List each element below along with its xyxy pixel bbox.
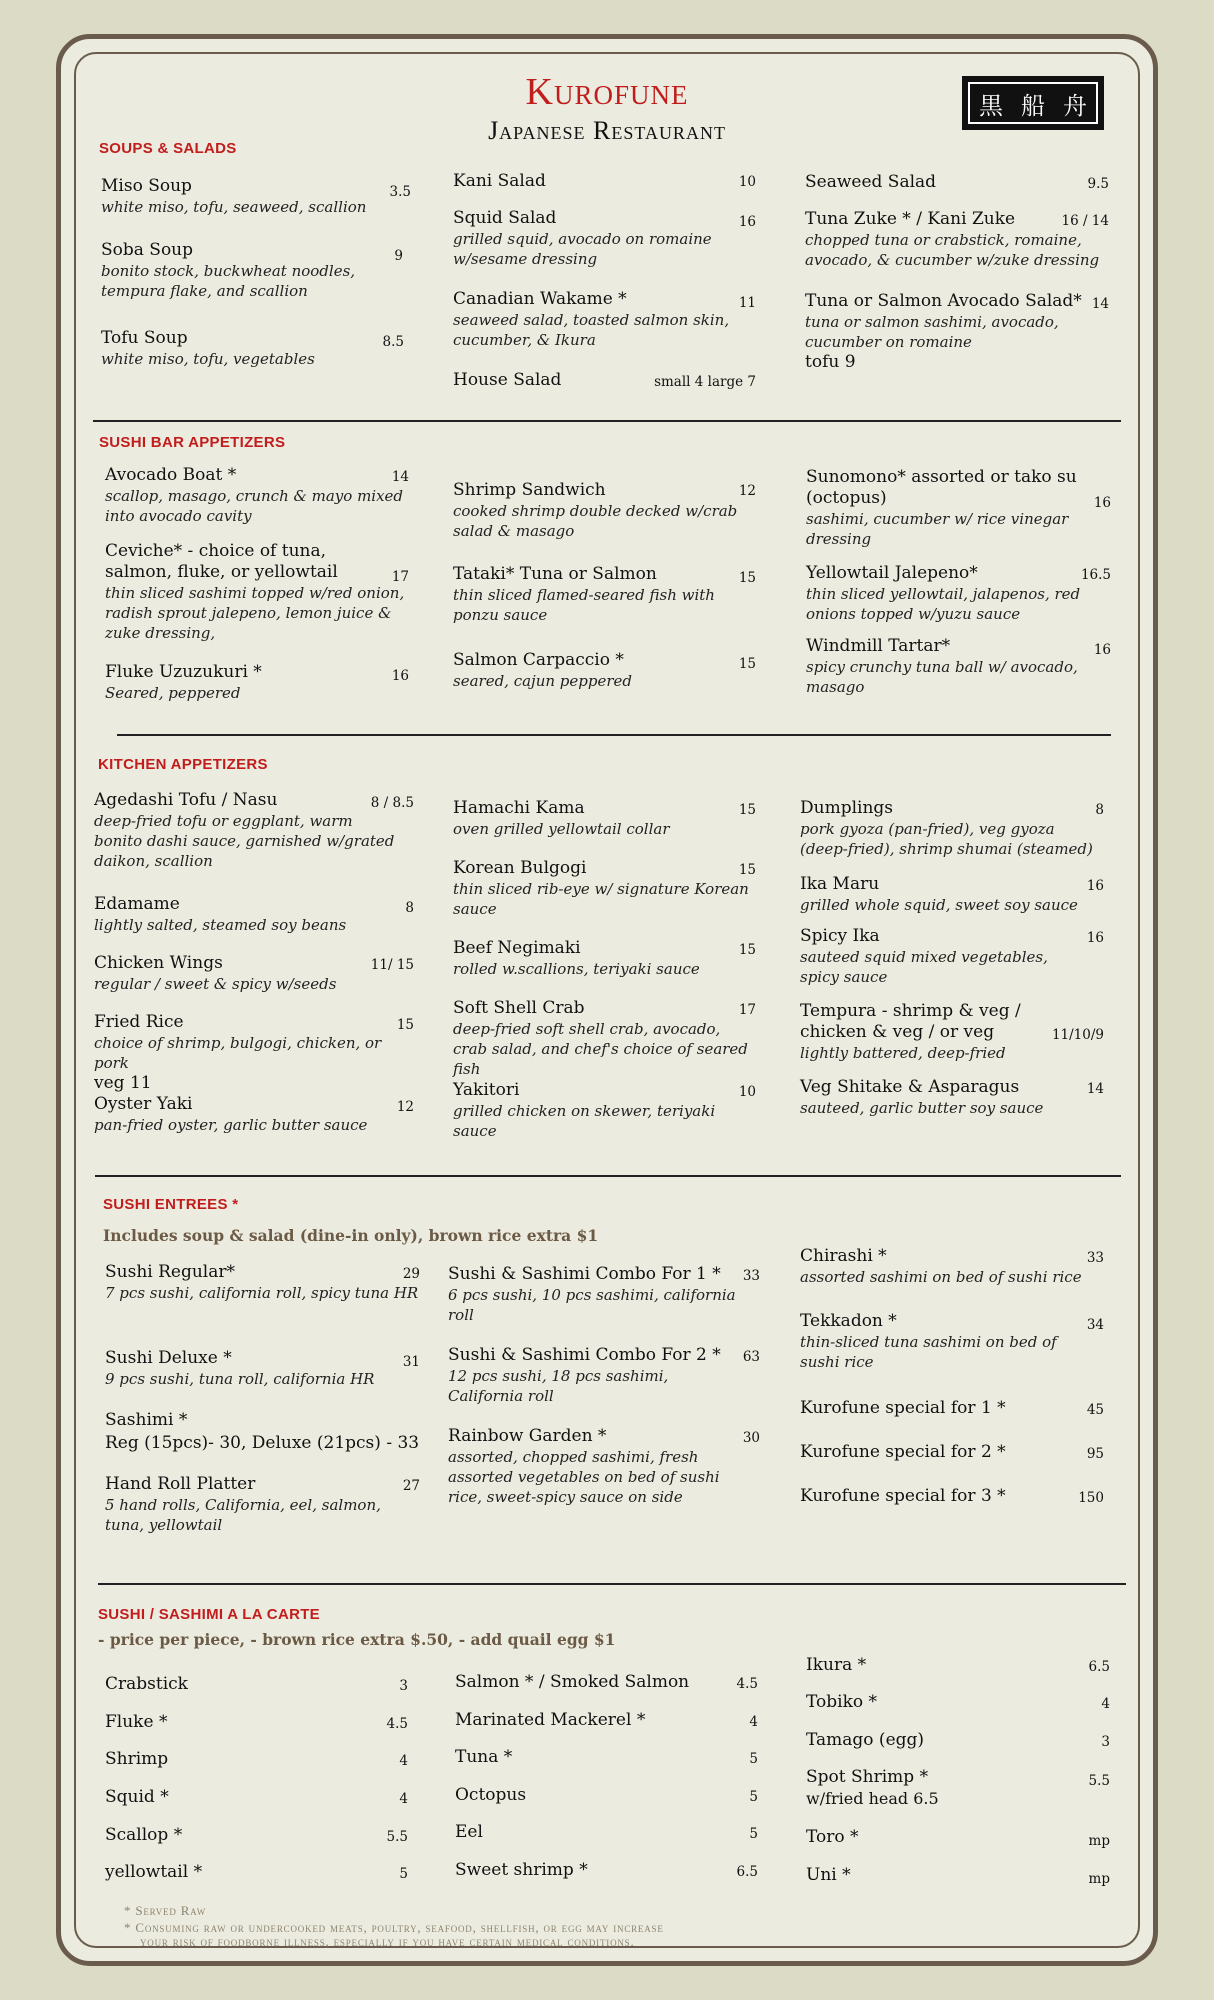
- item-price: 4.5: [736, 1676, 758, 1692]
- item-description: white miso, tofu, vegetables: [101, 350, 315, 368]
- item-description: grilled whole squid, sweet soy sauce: [800, 896, 1078, 914]
- item-description: white miso, tofu, seaweed, scallion: [101, 198, 367, 216]
- item-name: Shrimp: [105, 1749, 169, 1769]
- item-price: 4.5: [386, 1716, 408, 1732]
- section-divider: [98, 1583, 1126, 1585]
- menu-item: [453, 650, 756, 691]
- item-description: seared, cajun peppered: [453, 672, 632, 690]
- item-name: Sushi & Sashimi Combo For 2 *: [448, 1345, 721, 1365]
- section-heading-sushi-entrees: SUSHI ENTREES *: [103, 1196, 239, 1213]
- menu-item: [453, 289, 756, 350]
- item-description: pan-fried oyster, garlic butter sauce: [94, 1116, 368, 1134]
- item-description: 6 pcs sushi, 10 pcs sashimi, california roll: [448, 1286, 736, 1324]
- item-description: deep-fried soft shell crab, avocado, crab salad, and chef's choice of seared fish: [453, 1020, 748, 1078]
- menu-item: [806, 1655, 1110, 1676]
- logo-char: 黒: [979, 91, 1003, 120]
- item-extra: tofu 9: [805, 352, 856, 372]
- section-divider: [95, 1175, 1121, 1177]
- item-price: 15: [738, 656, 756, 672]
- section-divider: [93, 420, 1121, 422]
- restaurant-title: Kurofune: [525, 71, 689, 113]
- item-name: Canadian Wakame *: [453, 289, 627, 309]
- item-name: Dumplings: [800, 798, 894, 818]
- item-price: 12: [396, 1099, 414, 1115]
- menu-item: [94, 1094, 414, 1135]
- item-price: 29: [402, 1266, 420, 1282]
- item-price: 5: [749, 1751, 758, 1767]
- item-name: Sweet shrimp *: [455, 1860, 588, 1880]
- menu-item: [105, 541, 409, 643]
- item-price: 4: [399, 1791, 408, 1807]
- item-name: Oyster Yaki: [94, 1094, 193, 1114]
- item-name: Chicken Wings: [94, 953, 223, 973]
- item-description: choice of shrimp, bulgogi, chicken, or pork: [94, 1034, 382, 1072]
- item-price: 3: [399, 1678, 408, 1694]
- menu-item: [453, 171, 756, 192]
- item-name: Eel: [455, 1822, 483, 1842]
- item-name: House Salad: [453, 370, 562, 390]
- section-subtitle-a-la-carte: - price per piece, - brown rice extra $.50, - add quail egg $1: [98, 1630, 616, 1649]
- item-name: Tataki* Tuna or Salmon: [453, 564, 657, 584]
- menu-item: [105, 1825, 408, 1846]
- item-description: sashimi, cucumber w/ rice vinegar dressing: [806, 510, 1069, 548]
- menu-item: [94, 790, 414, 871]
- menu-item: [448, 1264, 760, 1325]
- logo-char: 船: [1021, 91, 1045, 120]
- menu-item: [453, 998, 756, 1079]
- item-name: Ikura *: [806, 1655, 867, 1675]
- item-description: 7 pcs sushi, california roll, spicy tuna HR: [105, 1284, 419, 1302]
- menu-item: [453, 1080, 756, 1141]
- item-description: sauteed, garlic butter soy sauce: [800, 1099, 1044, 1117]
- menu-item: [800, 926, 1104, 987]
- item-price: mp: [1088, 1833, 1110, 1849]
- menu-item: [105, 1712, 408, 1733]
- logo-char: 舟: [1063, 91, 1087, 120]
- menu-item: [453, 564, 756, 625]
- menu-item: [101, 328, 404, 369]
- item-price: 14: [1086, 1081, 1104, 1097]
- restaurant-subtitle: Japanese Restaurant: [488, 116, 726, 145]
- item-price: 8: [1095, 802, 1104, 818]
- item-name: Toro *: [806, 1827, 859, 1847]
- section-heading-a-la-carte: SUSHI / SASHIMI A LA CARTE: [98, 1606, 320, 1623]
- item-name: Kurofune special for 3 *: [800, 1486, 1006, 1506]
- item-description: spicy crunchy tuna ball w/ avocado, masago: [806, 658, 1078, 696]
- item-price: 10: [738, 174, 756, 190]
- item-name: Scallop *: [105, 1825, 183, 1845]
- item-name: Tofu Soup: [101, 328, 188, 348]
- item-name: Fluke Uzuzukuri *: [105, 662, 262, 682]
- menu-item: [806, 563, 1111, 624]
- item-name: Hand Roll Platter: [105, 1474, 256, 1494]
- menu-item: [800, 798, 1104, 859]
- item-price: 6.5: [1088, 1659, 1110, 1675]
- item-name: Spicy Ika: [800, 926, 880, 946]
- item-name: Ceviche* - choice of tuna, salmon, fluke, or yellowtail: [105, 541, 338, 582]
- menu-item: [453, 938, 756, 979]
- menu-item: [94, 1012, 414, 1094]
- item-price: 17: [391, 569, 409, 585]
- item-description: bonito stock, buckwheat noodles, tempura flake, and scallion: [101, 262, 356, 300]
- menu-item: [800, 1077, 1104, 1118]
- section-heading-soups-salads: SOUPS & SALADS: [99, 140, 237, 157]
- item-name: Tobiko *: [806, 1692, 878, 1712]
- item-price: 16: [1086, 878, 1104, 894]
- item-price: 4: [1101, 1696, 1110, 1712]
- menu-item: [105, 662, 409, 703]
- item-price: 8: [405, 900, 414, 916]
- item-name: Squid *: [105, 1787, 169, 1807]
- section-subtitle-sushi-entrees: Includes soup & salad (dine-in only), brown rice extra $1: [103, 1226, 599, 1245]
- item-name: Crabstick: [105, 1674, 188, 1694]
- item-description: sauteed squid mixed vegetables, spicy sauce: [800, 948, 1048, 986]
- item-name: Yellowtail Jalepeno*: [806, 563, 978, 583]
- item-name: Sashimi *: [105, 1410, 188, 1430]
- menu-item: [105, 1410, 420, 1454]
- item-name: Tuna Zuke * / Kani Zuke: [805, 209, 1016, 229]
- item-name: Korean Bulgogi: [453, 858, 587, 878]
- item-price: 15: [738, 942, 756, 958]
- item-price: 11/10/9: [1051, 1027, 1104, 1043]
- item-price: 17: [738, 1002, 756, 1018]
- item-price: 150: [1078, 1490, 1104, 1506]
- item-name: Veg Shitake & Asparagus: [800, 1077, 1020, 1097]
- restaurant-logo: [962, 76, 1104, 130]
- menu-item: [105, 1862, 408, 1883]
- item-name: Fried Rice: [94, 1012, 184, 1032]
- item-price: 31: [402, 1354, 420, 1370]
- item-description: thin sliced rib-eye w/ signature Korean sauce: [453, 880, 749, 918]
- item-name: Tempura - shrimp & veg / chicken & veg / or veg: [800, 1001, 1021, 1042]
- item-price: 4: [749, 1714, 758, 1730]
- item-name: Tekkadon *: [800, 1311, 897, 1331]
- menu-item: [101, 240, 403, 301]
- section-heading-kitchen-appetizers: KITCHEN APPETIZERS: [98, 756, 268, 773]
- item-name: Spot Shrimp *: [806, 1767, 929, 1787]
- menu-item: [455, 1822, 758, 1843]
- menu-item: [105, 1474, 420, 1535]
- menu-item: [800, 1442, 1104, 1463]
- item-name: Chirashi *: [800, 1246, 887, 1266]
- item-price: 15: [396, 1017, 414, 1033]
- item-price: 8.5: [382, 334, 404, 350]
- item-description: regular / sweet & spicy w/seeds: [94, 975, 337, 993]
- item-price: 16: [738, 214, 756, 230]
- item-price: 95: [1086, 1446, 1104, 1462]
- menu-item: [800, 1246, 1104, 1287]
- item-extra: veg 11: [94, 1073, 152, 1093]
- menu-item: [453, 480, 756, 541]
- item-price: 34: [1086, 1317, 1104, 1333]
- item-name: Rainbow Garden *: [448, 1426, 607, 1446]
- item-price: 16: [1093, 495, 1111, 511]
- menu-item: [800, 1311, 1104, 1372]
- item-price: 11: [738, 295, 756, 311]
- item-price: 16: [1086, 930, 1104, 946]
- item-description: lightly salted, steamed soy beans: [94, 916, 347, 934]
- item-price: 16: [1093, 642, 1111, 658]
- menu-item: [455, 1860, 758, 1881]
- item-name: Yakitori: [453, 1080, 520, 1100]
- item-price: 5: [749, 1826, 758, 1842]
- section-heading-sushi-bar-appetizers: SUSHI BAR APPETIZERS: [99, 434, 286, 451]
- item-description: chopped tuna or crabstick, romaine, avocado, & cucumber w/zuke dressing: [805, 231, 1100, 269]
- item-price: 5: [399, 1866, 408, 1882]
- item-name: Miso Soup: [101, 176, 192, 196]
- item-name: Soft Shell Crab: [453, 998, 585, 1018]
- item-name: Sushi Regular*: [105, 1262, 235, 1282]
- footnote-consumer-advisory: * Consuming raw or undercooked meats, poultry, seafood, shellfish, or egg may increase: [124, 1920, 664, 1935]
- menu-item: [105, 1749, 408, 1770]
- menu-item: [94, 894, 414, 935]
- item-name: Fluke *: [105, 1712, 168, 1732]
- item-price: 15: [738, 570, 756, 586]
- item-name: Octopus: [455, 1785, 527, 1805]
- item-description: thin sliced flamed-seared fish with ponzu sauce: [453, 586, 715, 624]
- menu-item: [805, 209, 1109, 270]
- item-name: Salmon Carpaccio *: [453, 650, 624, 670]
- item-name: Sushi & Sashimi Combo For 1 *: [448, 1264, 721, 1284]
- item-price: small 4 large 7: [654, 374, 756, 390]
- menu-item: [448, 1426, 760, 1507]
- menu-item: [806, 1827, 1110, 1848]
- item-description: deep-fried tofu or eggplant, warm bonito dashi sauce, garnished w/grated daikon, scallion: [94, 812, 395, 870]
- item-name: Marinated Mackerel *: [455, 1710, 646, 1730]
- item-price: 12: [738, 483, 756, 499]
- item-name: Seaweed Salad: [805, 172, 937, 192]
- item-description: assorted sashimi on bed of sushi rice: [800, 1268, 1082, 1286]
- item-description: grilled squid, avocado on romaine w/sesame dressing: [453, 230, 712, 268]
- item-name: Avocado Boat *: [105, 465, 237, 485]
- menu-item: [455, 1710, 758, 1731]
- item-name: Kurofune special for 2 *: [800, 1442, 1006, 1462]
- item-name: Soba Soup: [101, 240, 194, 260]
- item-name: Sushi Deluxe *: [105, 1348, 232, 1368]
- item-price: 3.5: [389, 184, 411, 200]
- item-name: Tuna or Salmon Avocado Salad*: [805, 291, 1082, 311]
- item-price: 16: [391, 668, 409, 684]
- menu-item: [455, 1785, 758, 1806]
- item-description: Seared, peppered: [105, 684, 241, 702]
- item-name: Sunomono* assorted or tako su (octopus): [806, 467, 1077, 508]
- item-price: 15: [738, 862, 756, 878]
- menu-item: [805, 291, 1109, 373]
- item-price: 9.5: [1087, 176, 1109, 192]
- menu-item: [806, 636, 1111, 697]
- menu-item: [455, 1672, 758, 1693]
- menu-item: [94, 953, 414, 994]
- item-price: 63: [742, 1349, 760, 1365]
- item-price: 16 / 14: [1061, 213, 1109, 229]
- menu-item: [806, 1692, 1110, 1713]
- item-price: 14: [391, 469, 409, 485]
- menu-item: [448, 1345, 760, 1406]
- menu-item: [105, 1262, 420, 1303]
- item-description: grilled chicken on skewer, teriyaki sauce: [453, 1102, 716, 1140]
- item-price: 5: [749, 1789, 758, 1805]
- menu-item: [800, 1398, 1104, 1419]
- item-price: 45: [1086, 1402, 1104, 1418]
- item-description: rolled w.scallions, teriyaki sauce: [453, 960, 700, 978]
- item-price: mp: [1088, 1871, 1110, 1887]
- item-name: Shrimp Sandwich: [453, 480, 606, 500]
- item-description: seaweed salad, toasted salmon skin, cucumber, & Ikura: [453, 311, 730, 349]
- item-name: Tamago (egg): [806, 1730, 925, 1750]
- item-price: 10: [738, 1084, 756, 1100]
- menu-item: [453, 798, 756, 839]
- item-price: 9: [394, 248, 403, 264]
- menu-item: [806, 1730, 1110, 1751]
- item-description: oven grilled yellowtail collar: [453, 820, 670, 838]
- item-description: lightly battered, deep-fried: [800, 1044, 1006, 1062]
- item-description: 9 pcs sushi, tuna roll, california HR: [105, 1370, 375, 1388]
- item-description: thin-sliced tuna sashimi on bed of sushi rice: [800, 1333, 1057, 1371]
- item-price: 30: [742, 1430, 760, 1446]
- item-price: 3: [1101, 1734, 1110, 1750]
- item-extra: Reg (15pcs)- 30, Deluxe (21pcs) - 33: [105, 1433, 420, 1453]
- footnote-consumer-advisory-cont: your risk of foodborne illness, especially if you have certain medical conditions.: [140, 1934, 635, 1949]
- menu-item: [806, 1865, 1110, 1886]
- item-name: Kurofune special for 1 *: [800, 1398, 1006, 1418]
- item-price: 11/ 15: [370, 957, 414, 973]
- item-name: Tuna *: [455, 1747, 513, 1767]
- menu-item: [453, 208, 756, 269]
- item-price: 5.5: [1088, 1773, 1110, 1789]
- menu-item: [806, 1767, 1110, 1809]
- item-name: Hamachi Kama: [453, 798, 585, 818]
- menu-item: [805, 172, 1109, 193]
- menu-item: [105, 1787, 408, 1808]
- menu-item: [105, 465, 409, 526]
- menu-item: [101, 176, 411, 217]
- item-price: 33: [742, 1268, 760, 1284]
- item-price: 5.5: [386, 1829, 408, 1845]
- item-name: yellowtail *: [105, 1862, 203, 1882]
- menu-item: [806, 467, 1111, 549]
- item-name: Beef Negimaki: [453, 938, 581, 958]
- item-name: Squid Salad: [453, 208, 557, 228]
- menu-item: [800, 1001, 1104, 1063]
- item-description: 5 hand rolls, California, eel, salmon, tuna, yellowtail: [105, 1496, 381, 1534]
- item-price: 27: [402, 1478, 420, 1494]
- item-name: Uni *: [806, 1865, 851, 1885]
- menu-item: [105, 1348, 420, 1389]
- item-name: Salmon * / Smoked Salmon: [455, 1672, 690, 1692]
- item-name: Agedashi Tofu / Nasu: [94, 790, 278, 810]
- item-description: assorted, chopped sashimi, fresh assorted vegetables on bed of sushi rice, sweet-spicy sauce on side: [448, 1448, 720, 1506]
- menu-item: [105, 1674, 408, 1695]
- item-description: pork gyoza (pan-fried), veg gyoza (deep-fried), shrimp shumai (steamed): [800, 820, 1093, 858]
- item-description: scallop, masago, crunch & mayo mixed into avocado cavity: [105, 487, 404, 525]
- section-divider: [117, 734, 1111, 736]
- item-price: 16.5: [1080, 567, 1111, 583]
- menu-item: [453, 858, 756, 919]
- item-name: Windmill Tartar*: [806, 636, 951, 656]
- item-description: cooked shrimp double decked w/crab salad & masago: [453, 502, 738, 540]
- item-price: 14: [1091, 296, 1109, 312]
- item-price: 8 / 8.5: [370, 795, 414, 811]
- item-name: Edamame: [94, 894, 180, 914]
- item-description: thin sliced sashimi topped w/red onion, radish sprout jalepeno, lemon juice & zuke dressing,: [105, 584, 405, 642]
- item-description: 12 pcs sushi, 18 pcs sashimi, California roll: [448, 1367, 669, 1405]
- item-price: 15: [738, 802, 756, 818]
- item-description: thin sliced yellowtail, jalapenos, red onions topped w/yuzu sauce: [806, 585, 1081, 623]
- item-name: Kani Salad: [453, 171, 546, 191]
- menu-item: [800, 874, 1104, 915]
- item-price: 4: [399, 1753, 408, 1769]
- item-extra: w/fried head 6.5: [806, 1789, 939, 1808]
- menu-item: [800, 1486, 1104, 1507]
- menu-item: [455, 1747, 758, 1768]
- item-price: 6.5: [736, 1864, 758, 1880]
- footnote-served-raw: * Served Raw: [124, 1903, 207, 1918]
- item-price: 33: [1086, 1250, 1104, 1266]
- item-description: tuna or salmon sashimi, avocado, cucumber on romaine: [805, 313, 1059, 351]
- menu-item: [453, 370, 756, 391]
- item-name: Ika Maru: [800, 874, 880, 894]
